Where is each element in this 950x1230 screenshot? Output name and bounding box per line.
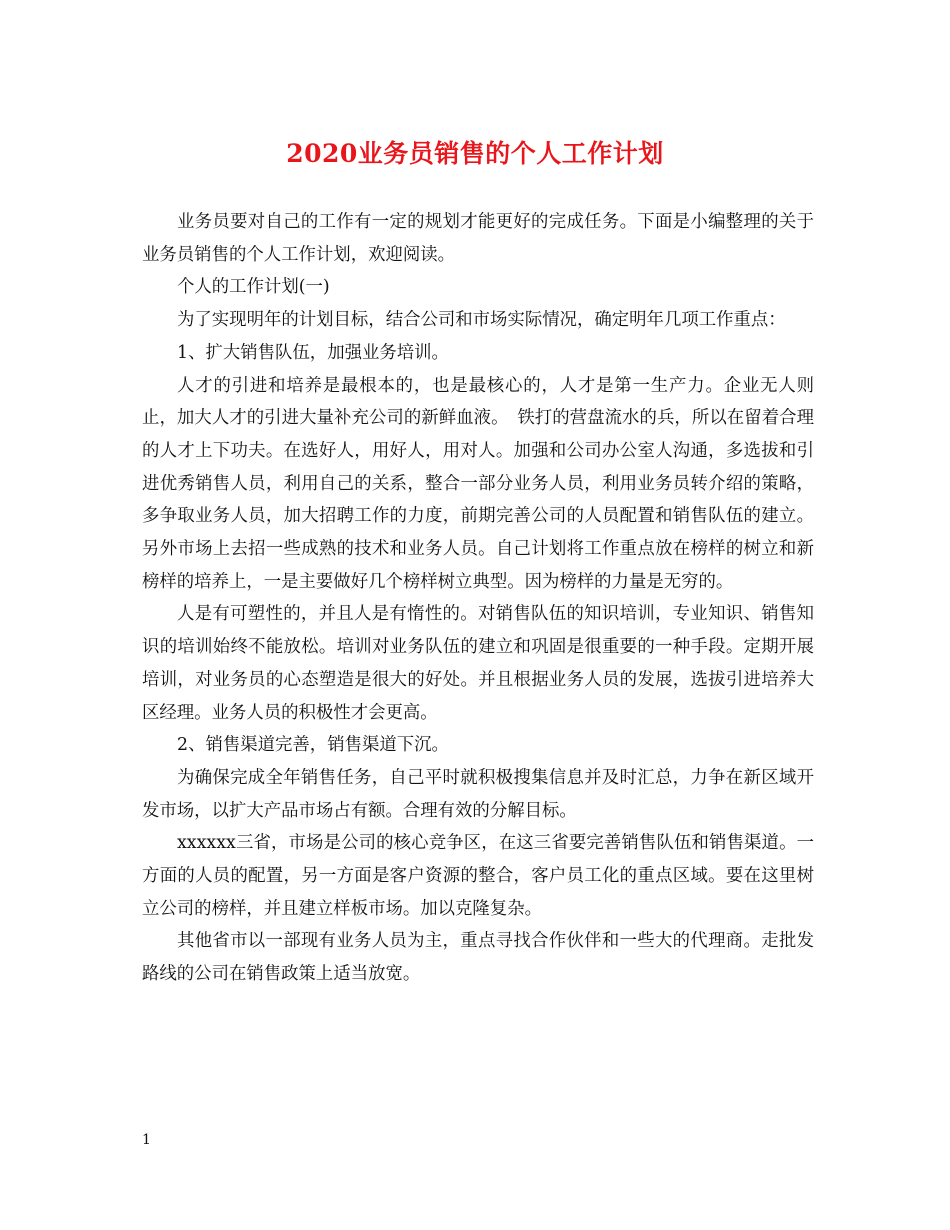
paragraph-sales-task: 为确保完成全年销售任务，自己平时就积极搜集信息并及时汇总，力争在新区域开发市场，以扩大产品市场占有额。合理有效的分解目标。	[142, 767, 814, 821]
section-heading-plan-one: 个人的工作计划(一)	[177, 277, 330, 298]
paragraph-other-provinces: 其他省市以一部现有业务人员为主，重点寻找合作伙伴和一些大的代理商。走批发路线的公司在销售政策上适当放宽。	[142, 931, 814, 985]
paragraph-goals: 为了实现明年的计划目标，结合公司和市场实际情况，确定明年几项工作重点：	[177, 310, 786, 331]
paragraph-talent: 人才的引进和培养是最根本的，也是最核心的，人才是第一生产力。企业无人则止，加大人才的引进大量补充公司的新鲜血液。 铁打的营盘流水的兵，所以在留着合理的人才上下功夫。在选好人，用好人，用对人。加强和公司办公室人沟通，多选拔和引进优秀销售人员，利用自己的关系，整合一部分业务人员，利用业务员转介绍的策略，多争取业务人员，加大招聘工作的力度，前期完善公司的人员配置和销售队伍的建立。另外市场上去招一些成熟的技术和业务人员。自己计划将工作重点放在榜样的树立和新榜样的培养上，一是主要做好几个榜样树立典型。因为榜样的力量是无穷的。	[142, 375, 814, 592]
page-number: 1	[142, 1132, 151, 1148]
paragraph-three-provinces: xxxxxx三省，市场是公司的核心竞争区，在这三省要完善销售队伍和销售渠道。一方面的人员的配置，另一方面是客户资源的整合，客户员工化的重点区域。要在这里树立公司的榜样，并且建立样板市场。加以克隆复杂。	[142, 833, 814, 919]
document-title: 2020业务员销售的个人工作计划	[286, 139, 664, 168]
paragraph-intro: 业务员要对自己的工作有一定的规划才能更好的完成任务。下面是小编整理的关于业务员销售的个人工作计划，欢迎阅读。	[142, 212, 814, 265]
list-heading-1: 1、扩大销售队伍，加强业务培训。	[177, 342, 449, 363]
document-body	[142, 206, 814, 991]
paragraph-training: 人是有可塑性的，并且人是有惰性的。对销售队伍的知识培训，专业知识、销售知识的培训始终不能放松。培训对业务队伍的建立和巩固是很重要的一种手段。定期开展培训，对业务员的心态塑造是很大的好处。并且根据业务人员的发展，选拔引进培养大区经理。业务人员的积极性才会更高。	[142, 604, 814, 723]
list-heading-2: 2、销售渠道完善，销售渠道下沉。	[177, 735, 449, 756]
